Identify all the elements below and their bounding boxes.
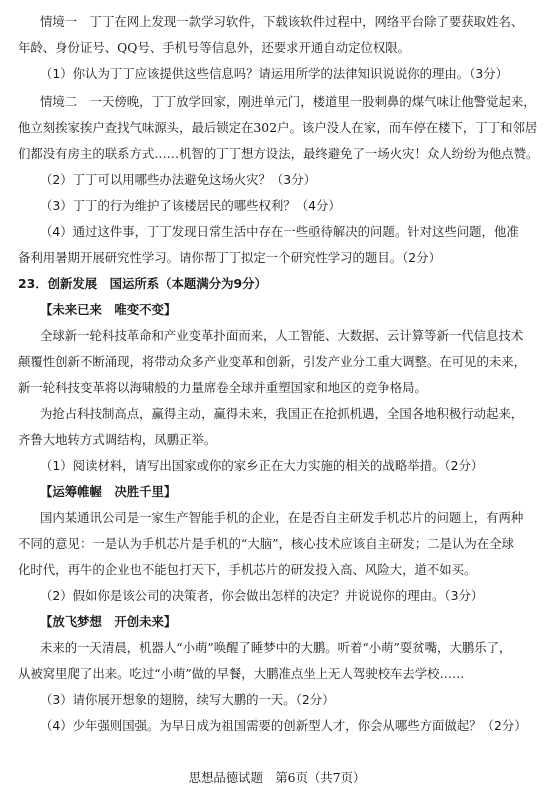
- question-23-2: （2）假如你是该公司的决策者，你会做出怎样的决定？并说说你的理由。（3分）: [40, 588, 484, 603]
- material-4-text: 未来的一天清晨，机器人“小萌”唤醒了睡梦中的大鹏。听着“小萌”耍贫嘴，大鹏乐了，: [40, 640, 512, 655]
- material-3-text-cont: 不同的意见：一是认为手机芯片是手机的“大脑”，核心技术应该自主研发；二是认为在全球: [18, 536, 514, 551]
- question-3: （3）丁丁的行为维护了该楼居民的哪些权利？（4分）: [40, 198, 341, 213]
- material-1-text-end: 新一轮科技变革将以海啸般的力量席卷全球并重塑国家和地区的竞争格局。: [18, 380, 427, 395]
- material-2-text: 为抢占科技制高点，赢得主动，赢得未来，我国正在抢抓机遇，全国各地积极行动起来，: [40, 406, 524, 421]
- question-4: （4）通过这件事，丁丁发现日常生活中存在一些亟待解决的问题。针对这些问题，他准: [40, 224, 519, 239]
- page-footer: 思想品德试题 第6页（共7页）: [188, 770, 366, 785]
- scenario-two-text: 情境二 一天傍晚，丁丁放学回家，刚进单元门，楼道里一股刺鼻的煤气味让他警觉起来，: [40, 94, 536, 109]
- scenario-two-text-cont: 他立刻挨家挨户查找气味源头，最后锁定在302户。该户没人在家，而车停在楼下，丁丁和邻居: [18, 120, 538, 135]
- question-2: （2）丁丁可以用哪些办法避免这场火灾？（3分）: [40, 172, 316, 187]
- material-3-text-end: 化时代，再牛的企业也不能包打天下，手机芯片的研发投入高、风险大，道不如买。: [18, 562, 477, 577]
- question-23-1: （1）阅读材料，请写出国家或你的家乡正在大力实施的相关的战略举措。（2分）: [40, 458, 484, 473]
- scenario-one-text: 情境一 丁丁在网上发现一款学习软件，下载该软件过程中，网络平台除了要获取姓名、: [40, 14, 524, 29]
- scenario-two-text-end: 们都没有房主的联系方式……机智的丁丁想方设法，最终避免了一场火灾！众人纷纷为他点赞。: [18, 146, 538, 161]
- question-1: （1）你认为丁丁应该提供这些信息吗？请运用所学的法律知识说说你的理由。（3分）: [40, 66, 509, 81]
- scenario-one-text-cont: 年龄、身份证号、QQ号、手机号等信息外，还要求开通自动定位权限。: [18, 40, 411, 55]
- question-4-cont: 备利用暑期开展研究性学习。请你帮丁丁拟定一个研究性学习的题目。（2分）: [18, 250, 441, 265]
- material-1-text: 全球新一轮科技革命和产业变革扑面而来，人工智能、大数据、云计算等新一代信息技术: [40, 328, 524, 343]
- section-23-heading: 23．创新发展 国运所系（本题满分为9分）: [18, 276, 267, 291]
- subsection-dream-heading: 【放飞梦想 开创未来】: [40, 614, 177, 629]
- subsection-strategy-heading: 【运筹帷幄 决胜千里】: [40, 484, 177, 499]
- material-3-text: 国内某通讯公司是一家生产智能手机的企业，在是否自主研发手机芯片的问题上，有两种: [40, 510, 524, 525]
- question-23-4: （4）少年强则国强。为早日成为祖国需要的创新型人才，你会从哪些方面做起？（2分）: [40, 718, 527, 733]
- subsection-future-heading: 【未来已来 唯变不变】: [40, 302, 177, 317]
- material-2-text-end: 齐鲁大地转方式调结构，凤鹏正举。: [18, 432, 217, 447]
- question-23-3: （3）请你展开想象的翅膀，续写大鹏的一天。（2分）: [40, 692, 335, 707]
- material-1-text-cont: 颠覆性创新不断涌现，将带动众多产业变革和创新，引发产业分工重大调整。在可见的未来，: [18, 354, 527, 369]
- material-4-text-end: 从被窝里爬了出来。吃过“小萌”做的早餐，大鹏准点坐上无人驾驶校车去学校……: [18, 666, 465, 681]
